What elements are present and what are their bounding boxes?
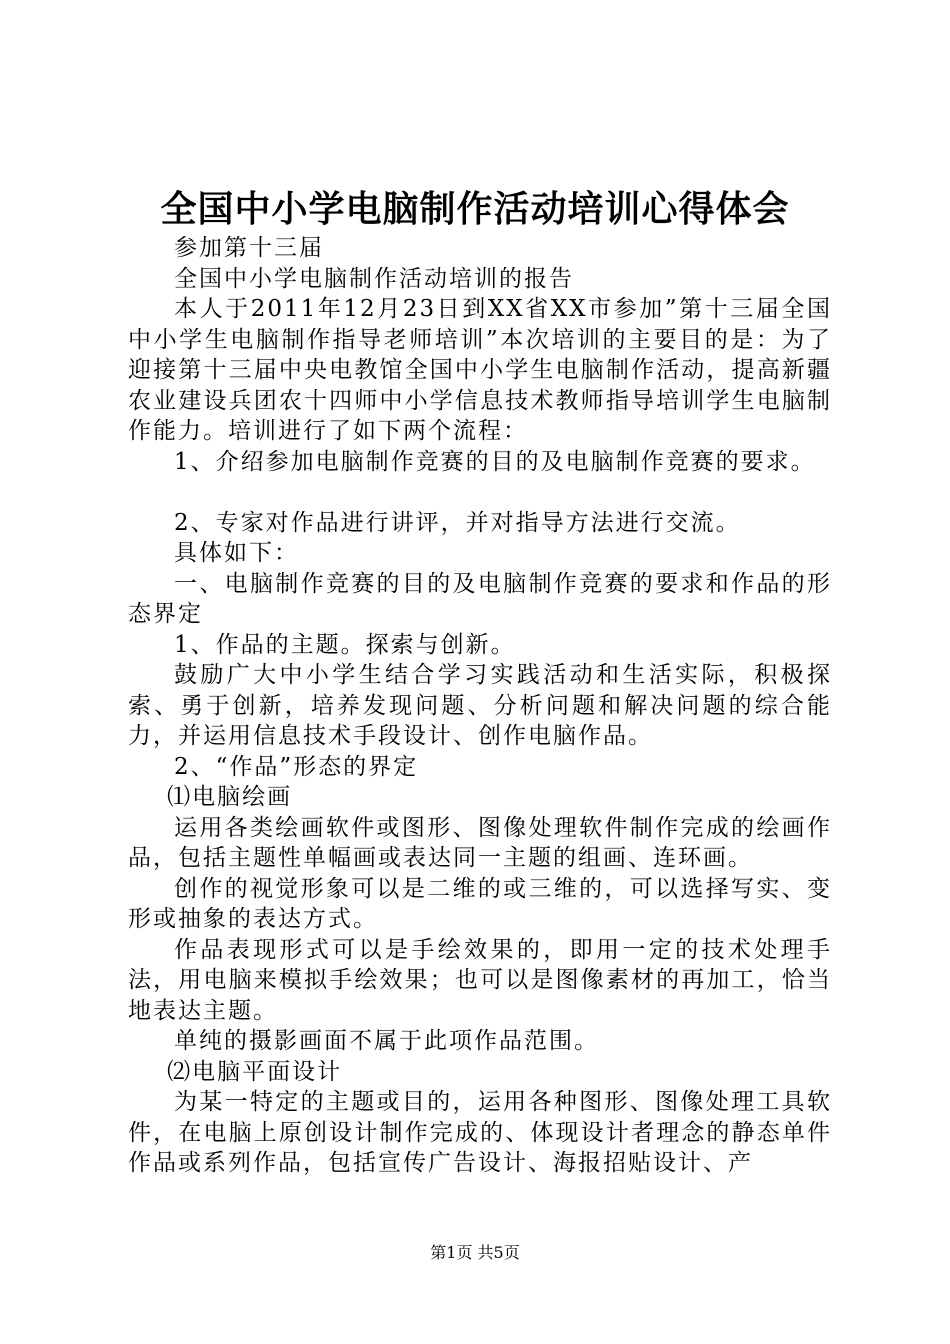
paragraph: 一、电脑制作竞赛的目的及电脑制作竞赛的要求和作品的形态界定 — [128, 570, 832, 627]
paragraph: 运用各类绘画软件或图形、图像处理软件制作完成的绘画作品，包括主题性单幅画或表达同一主题的组画、连环画。 — [128, 814, 832, 871]
paragraph: 单纯的摄影画面不属于此项作品范围。 — [174, 1028, 599, 1054]
paragraph: 全国中小学电脑制作活动培训的报告 — [174, 265, 574, 292]
blank-line — [128, 477, 832, 508]
paragraph: 本人于2011年12月23日到XX省XX市参加”第十三届全国中小学生电脑制作指导老师培训”本次培训的主要目的是：为了迎接第十三届中央电教馆全国中小学生电脑制作活动，提高新疆农业建设兵团农十四师中小学信息技术教师指导培训学生电脑制作能力。培训进行了如下两个流程： — [128, 296, 832, 444]
paragraph: 为某一特定的主题或目的，运用各种图形、图像处理工具软件，在电脑上原创设计制作完成的、体现设计者理念的静态单件作品或系列作品，包括宣传广告设计、海报招贴设计、产 — [128, 1089, 832, 1176]
paragraph: 2、“作品”形态的界定 — [174, 753, 419, 780]
paragraph: 鼓励广大中小学生结合学习实践活动和生活实际，积极探索、勇于创新，培养发现问题、分析问题和解决问题的综合能力，并运用信息技术手段设计、创作电脑作品。 — [128, 662, 832, 749]
paragraph: ⑵电脑平面设计 — [167, 1058, 343, 1085]
paragraph: 1、介绍参加电脑制作竞赛的目的及电脑制作竞赛的要求。 — [174, 448, 816, 475]
paragraph: 2、专家对作品进行讲评，并对指导方法进行交流。 — [174, 509, 741, 536]
paragraph: 具体如下： — [174, 540, 299, 566]
page-footer: 第1页 共5页 — [430, 1243, 520, 1262]
paragraph: 创作的视觉形象可以是二维的或三维的，可以选择写实、变形或抽象的表达方式。 — [128, 875, 832, 932]
document-title: 全国中小学电脑制作活动培训心得体会 — [160, 188, 790, 230]
document-body — [128, 233, 832, 1179]
paragraph: 作品表现形式可以是手绘效果的，即用一定的技术处理手法，用电脑来模拟手绘效果；也可以是图像素材的再加工，恰当地表达主题。 — [128, 936, 832, 1024]
paragraph: 1、作品的主题。探索与创新。 — [174, 631, 516, 658]
paragraph: ⑴电脑绘画 — [167, 784, 293, 810]
paragraph: 参加第十三届 — [174, 235, 324, 261]
